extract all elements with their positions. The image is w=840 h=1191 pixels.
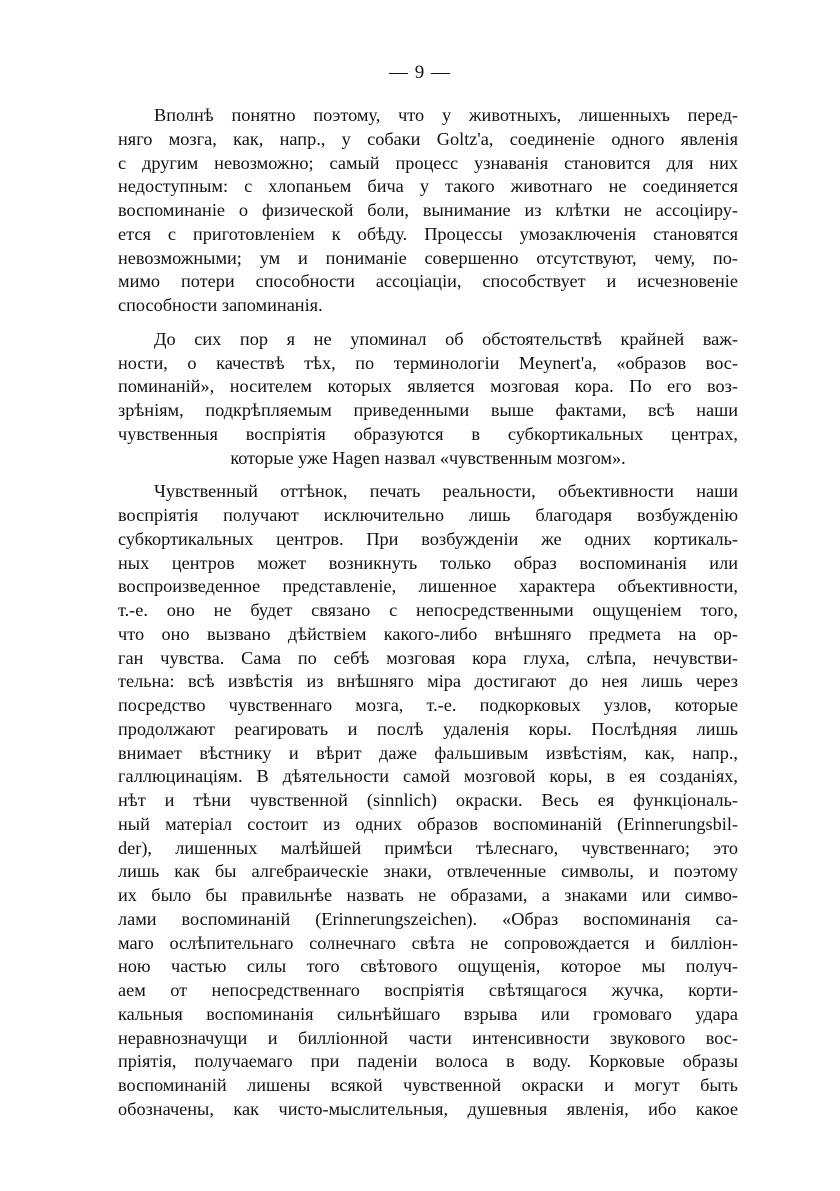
text-line: чувственныя воспріятія образуются в субкортикальных центрах,: [118, 423, 738, 444]
text-line: маго ослѣпительнаго солнечнаго свѣта не сопровождается и билліон-: [118, 932, 738, 953]
text-line: тельна: всѣ извѣстія из внѣшняго міра достигают до нея лишь через: [118, 671, 738, 692]
page-number: — 9 —: [389, 62, 451, 83]
text-line: воспроизведенное представленіе, лишенное характера объективности,: [118, 576, 738, 597]
text-line: ган чувства. Сама по себѣ мозговая кора глуха, слѣпа, нечувстви-: [118, 647, 738, 668]
text-line: ется с приготовленіем к обѣду. Процессы умозаключенія становятся: [118, 223, 738, 244]
text-line: воспоминаній лишены всякой чувственной окраски и могут быть: [118, 1075, 738, 1095]
text-line: невозможными; ум и пониманіе совершенно отсутствуют, чему, по-: [118, 247, 738, 268]
text-line: пріятія, получаемаго при паденіи волоса в воду. Корковые образы: [118, 1051, 738, 1072]
text-line: мимо потери способности ассоціаціи, способствует и исчезновеніе: [118, 271, 738, 292]
text-line: галлюцинаціям. В дѣятельности самой мозговой коры, в ея созданіях,: [118, 766, 738, 787]
text-line: продолжают реагировать и послѣ удаленія коры. Послѣдняя лишь: [118, 718, 738, 739]
text-line: До сих пор я не упоминал об обстоятельствѣ крайней важ-: [154, 328, 738, 349]
text-line: лами воспоминаній (Erinnerungszeichen). «Образ воспоминанія са-: [118, 908, 738, 929]
text-line: субкортикальных центров. При возбужденіи же одних кортикаль-: [118, 528, 738, 549]
text-line: что оно вызвано дѣйствіем какого-либо внѣшняго предмета на ор-: [118, 623, 738, 644]
text-line: воспоминаніе о физической боли, вынимание из клѣтки не ассоціиру-: [118, 200, 738, 220]
text-line: неравнозначущи и билліонной части интенсивности звукового вос-: [118, 1027, 738, 1048]
text-line: их было бы правильнѣе назвать не образами, а знаками или симво-: [118, 885, 738, 905]
text-line: способности запоминанія.: [118, 295, 323, 315]
body-text: [118, 104, 738, 1122]
text-line: Чувственный оттѣнок, печать реальности, объективности наши: [154, 481, 738, 502]
text-line: лишь как бы алгебраическіе знаки, отвлеченные символы, и поэтому: [118, 861, 738, 882]
text-line: с другим невозможно; самый процесс узнаванія становится для них: [118, 152, 738, 173]
text-line: ный матеріал состоит из одних образов воспоминаній (Erinnerungsbil-: [118, 813, 738, 834]
text-line: ности, о качествѣ тѣх, по терминологіи Meynert'а, «образов вос-: [118, 352, 738, 373]
text-line: которые уже Hagen назвал «чувственным мозгом».: [230, 447, 626, 468]
text-line: der), лишенных малѣйшей примѣси тѣлеснаго, чувственнаго; это: [118, 837, 738, 858]
text-line: зрѣніям, подкрѣпляемым приведенными выше фактами, всѣ наши: [118, 400, 738, 420]
text-line: внимает вѣстнику и вѣрит даже фальшивым извѣстіям, как, напр.,: [118, 742, 738, 763]
text-line: кальныя воспоминанія сильнѣйшаго взрыва или громоваго удара: [118, 1003, 738, 1024]
text-line: ных центров может возникнуть только образ воспоминанія или: [118, 552, 738, 573]
text-line: посредство чувственнаго мозга, т.-е. подкорковых узлов, которые: [118, 695, 738, 715]
text-line: обозначены, как чисто-мыслительныя, душевныя явленія, ибо какое: [118, 1098, 738, 1119]
text-line: воспріятія получают исключительно лишь благодаря возбужденію: [118, 505, 738, 525]
text-line: няго мозга, как, напр., у собаки Goltz'а, соединеніе одного явленія: [118, 128, 738, 149]
text-line: ною частью силы того свѣтового ощущенія, которое мы получ-: [118, 956, 738, 977]
text-line: Вполнѣ понятно поэтому, что у животныхъ, лишенныхъ перед-: [154, 105, 738, 125]
text-line: поминаній», носителем которых является мозговая кора. По его воз-: [118, 376, 738, 397]
text-line: аем от непосредственнаго воспріятія свѣтящагося жучка, корти-: [118, 980, 738, 1000]
text-line: недоступным: с хлопаньем бича у такого животнаго не соединяется: [118, 176, 738, 197]
text-line: т.-е. оно не будет связано с непосредственными ощущеніем того,: [118, 600, 738, 620]
text-line: нѣт и тѣни чувственной (sinnlich) окраски. Весь ея функціональ-: [118, 790, 738, 810]
